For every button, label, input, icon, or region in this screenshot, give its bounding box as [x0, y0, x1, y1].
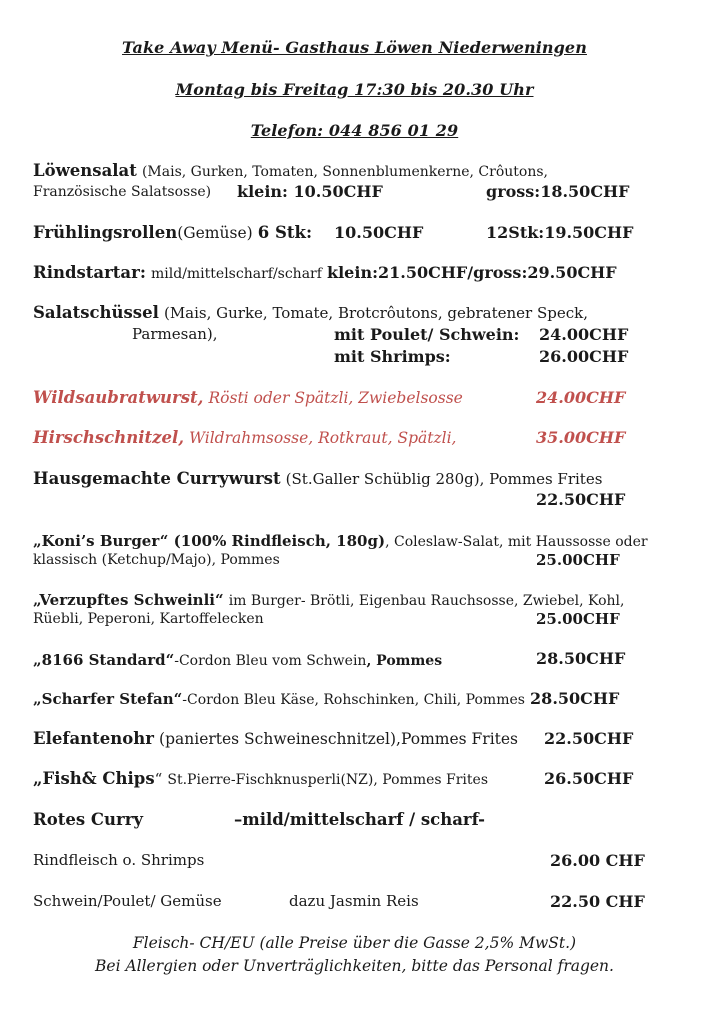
menu-item-scharfer-stefan	[33, 689, 619, 708]
menu-item-fruehlingsrollen	[33, 223, 312, 242]
curry-option-schwein-poulet: Schwein/Poulet/ Gemüse	[33, 892, 222, 910]
item-description: (paniertes Schweineschnitzel),Pommes Frites	[159, 730, 519, 748]
menu-item-loewensalat	[33, 161, 548, 180]
item-description: St.Pierre-Fischknusperli(NZ), Pommes Frites	[167, 772, 489, 788]
opening-hours: Montag bis Freitag 17:30 bis 20.30 Uhr	[175, 80, 534, 99]
item-name: „Fish& Chips	[33, 769, 155, 788]
item-description: , Coleslaw-Salat, mit Haussosse oder	[385, 534, 648, 550]
curry-price-schwein-poulet: 22.50 CHF	[550, 892, 645, 911]
item-description: -Cordon Bleu vom Schwein	[174, 653, 367, 669]
item-description: (Gemüse)	[177, 224, 253, 242]
curry-price-rind-shrimps: 26.00 CHF	[550, 851, 645, 870]
menu-item-konis-burger	[33, 531, 648, 550]
item-price-small: klein: 10.50CHF	[237, 182, 383, 201]
footer-allergy-note: Bei Allergien oder Unverträglichkeiten, bitte das Personal fragen.	[95, 957, 614, 975]
item-spice-level: –mild/mittelscharf / scharf-	[234, 810, 485, 829]
item-name: Wildsaubratwurst,	[33, 388, 204, 407]
phone-number: Telefon: 044 856 01 29	[250, 121, 459, 140]
item-price: 28.50CHF	[530, 689, 620, 708]
item-name: „8166 Standard“	[33, 651, 175, 669]
menu-item-rotes-curry: Rotes Curry	[33, 810, 143, 829]
item-quantity: 6 Stk:	[257, 223, 313, 242]
item-description: Wildrahmsosse, Rotkraut, Spätzli,	[189, 429, 457, 447]
menu-item-hirschschnitzel	[33, 428, 456, 447]
item-option-poulet: mit Poulet/ Schwein:	[334, 325, 520, 344]
item-price: 22.50CHF	[544, 729, 634, 748]
menu-title: Take Away Menü- Gasthaus Löwen Niederweningen	[122, 38, 587, 57]
menu-item-rindstartar	[33, 263, 617, 282]
item-name-quote: “	[154, 770, 163, 788]
item-price: 28.50CHF	[536, 649, 626, 668]
item-description-cont: Rüebli, Peperoni, Kartoffelecken	[33, 611, 264, 627]
menu-item-currywurst	[33, 469, 602, 488]
item-option-shrimps: mit Shrimps:	[334, 347, 451, 366]
item-price-shrimps: 26.00CHF	[539, 347, 629, 366]
menu-item-fish-chips	[33, 769, 488, 788]
item-price-12: 12Stk:19.50CHF	[486, 223, 634, 242]
item-description-b: , Pommes	[366, 653, 443, 669]
item-name: Frühlingsrollen	[33, 223, 178, 242]
item-price: 10.50CHF	[334, 223, 424, 242]
item-description: im Burger- Brötli, Eigenbau Rauchsosse, Zwiebel, Kohl,	[228, 593, 625, 609]
menu-item-wildsaubratwurst	[33, 388, 463, 407]
item-description: (Mais, Gurken, Tomaten, Sonnenblumenkerne, Crôutons,	[141, 164, 548, 180]
item-price: 26.50CHF	[544, 769, 634, 788]
item-description: -Cordon Bleu Käse, Rohschinken, Chili, Pommes	[182, 692, 525, 708]
curry-side-jasmin-reis: dazu Jasmin Reis	[289, 892, 419, 910]
item-price: 25.00CHF	[536, 551, 620, 569]
menu-item-8166-standard	[33, 650, 442, 669]
item-name: Rindstartar:	[33, 263, 146, 282]
menu-item-verzupftes-schweinli	[33, 590, 624, 609]
item-description: (Mais, Gurke, Tomate, Brotcrôutons, gebratener Speck,	[163, 304, 589, 322]
item-description-cont: klassisch (Ketchup/Majo), Pommes	[33, 552, 280, 568]
item-prices: klein:21.50CHF/gross:29.50CHF	[327, 263, 617, 282]
curry-option-rind-shrimps: Rindfleisch o. Shrimps	[33, 851, 205, 869]
item-name: „Koni’s Burger“ (100% Rindfleisch, 180g)	[33, 532, 386, 550]
item-name: Löwensalat	[33, 161, 137, 180]
item-price: 22.50CHF	[536, 490, 626, 509]
item-description: Rösti oder Spätzli, Zwiebelsosse	[208, 389, 463, 407]
item-description-cont: Parmesan),	[132, 325, 218, 343]
item-name: Hausgemachte Currywurst	[33, 469, 281, 488]
item-price: 24.00CHF	[536, 388, 626, 407]
item-description: mild/mittelscharf/scharf	[151, 266, 322, 282]
item-name: „Scharfer Stefan“	[33, 690, 183, 708]
menu-item-elefantenohr	[33, 729, 518, 748]
item-price: 35.00CHF	[536, 428, 626, 447]
footer-origin-note: Fleisch- CH/EU (alle Preise über die Gasse 2,5% MwSt.)	[132, 934, 577, 952]
item-description-cont: Französische Salatsosse)	[33, 184, 212, 200]
item-price-poulet: 24.00CHF	[539, 325, 629, 344]
item-name: Elefantenohr	[33, 729, 154, 748]
item-name: „Verzupftes Schweinli“	[33, 591, 224, 609]
item-price-large: gross:18.50CHF	[486, 182, 630, 201]
item-description: (St.Galler Schüblig 280g), Pommes Frites	[285, 470, 603, 488]
item-price: 25.00CHF	[536, 610, 620, 628]
item-name: Salatschüssel	[33, 303, 159, 322]
item-name: Hirschschnitzel,	[33, 428, 184, 447]
menu-item-salatschuessel	[33, 303, 588, 322]
